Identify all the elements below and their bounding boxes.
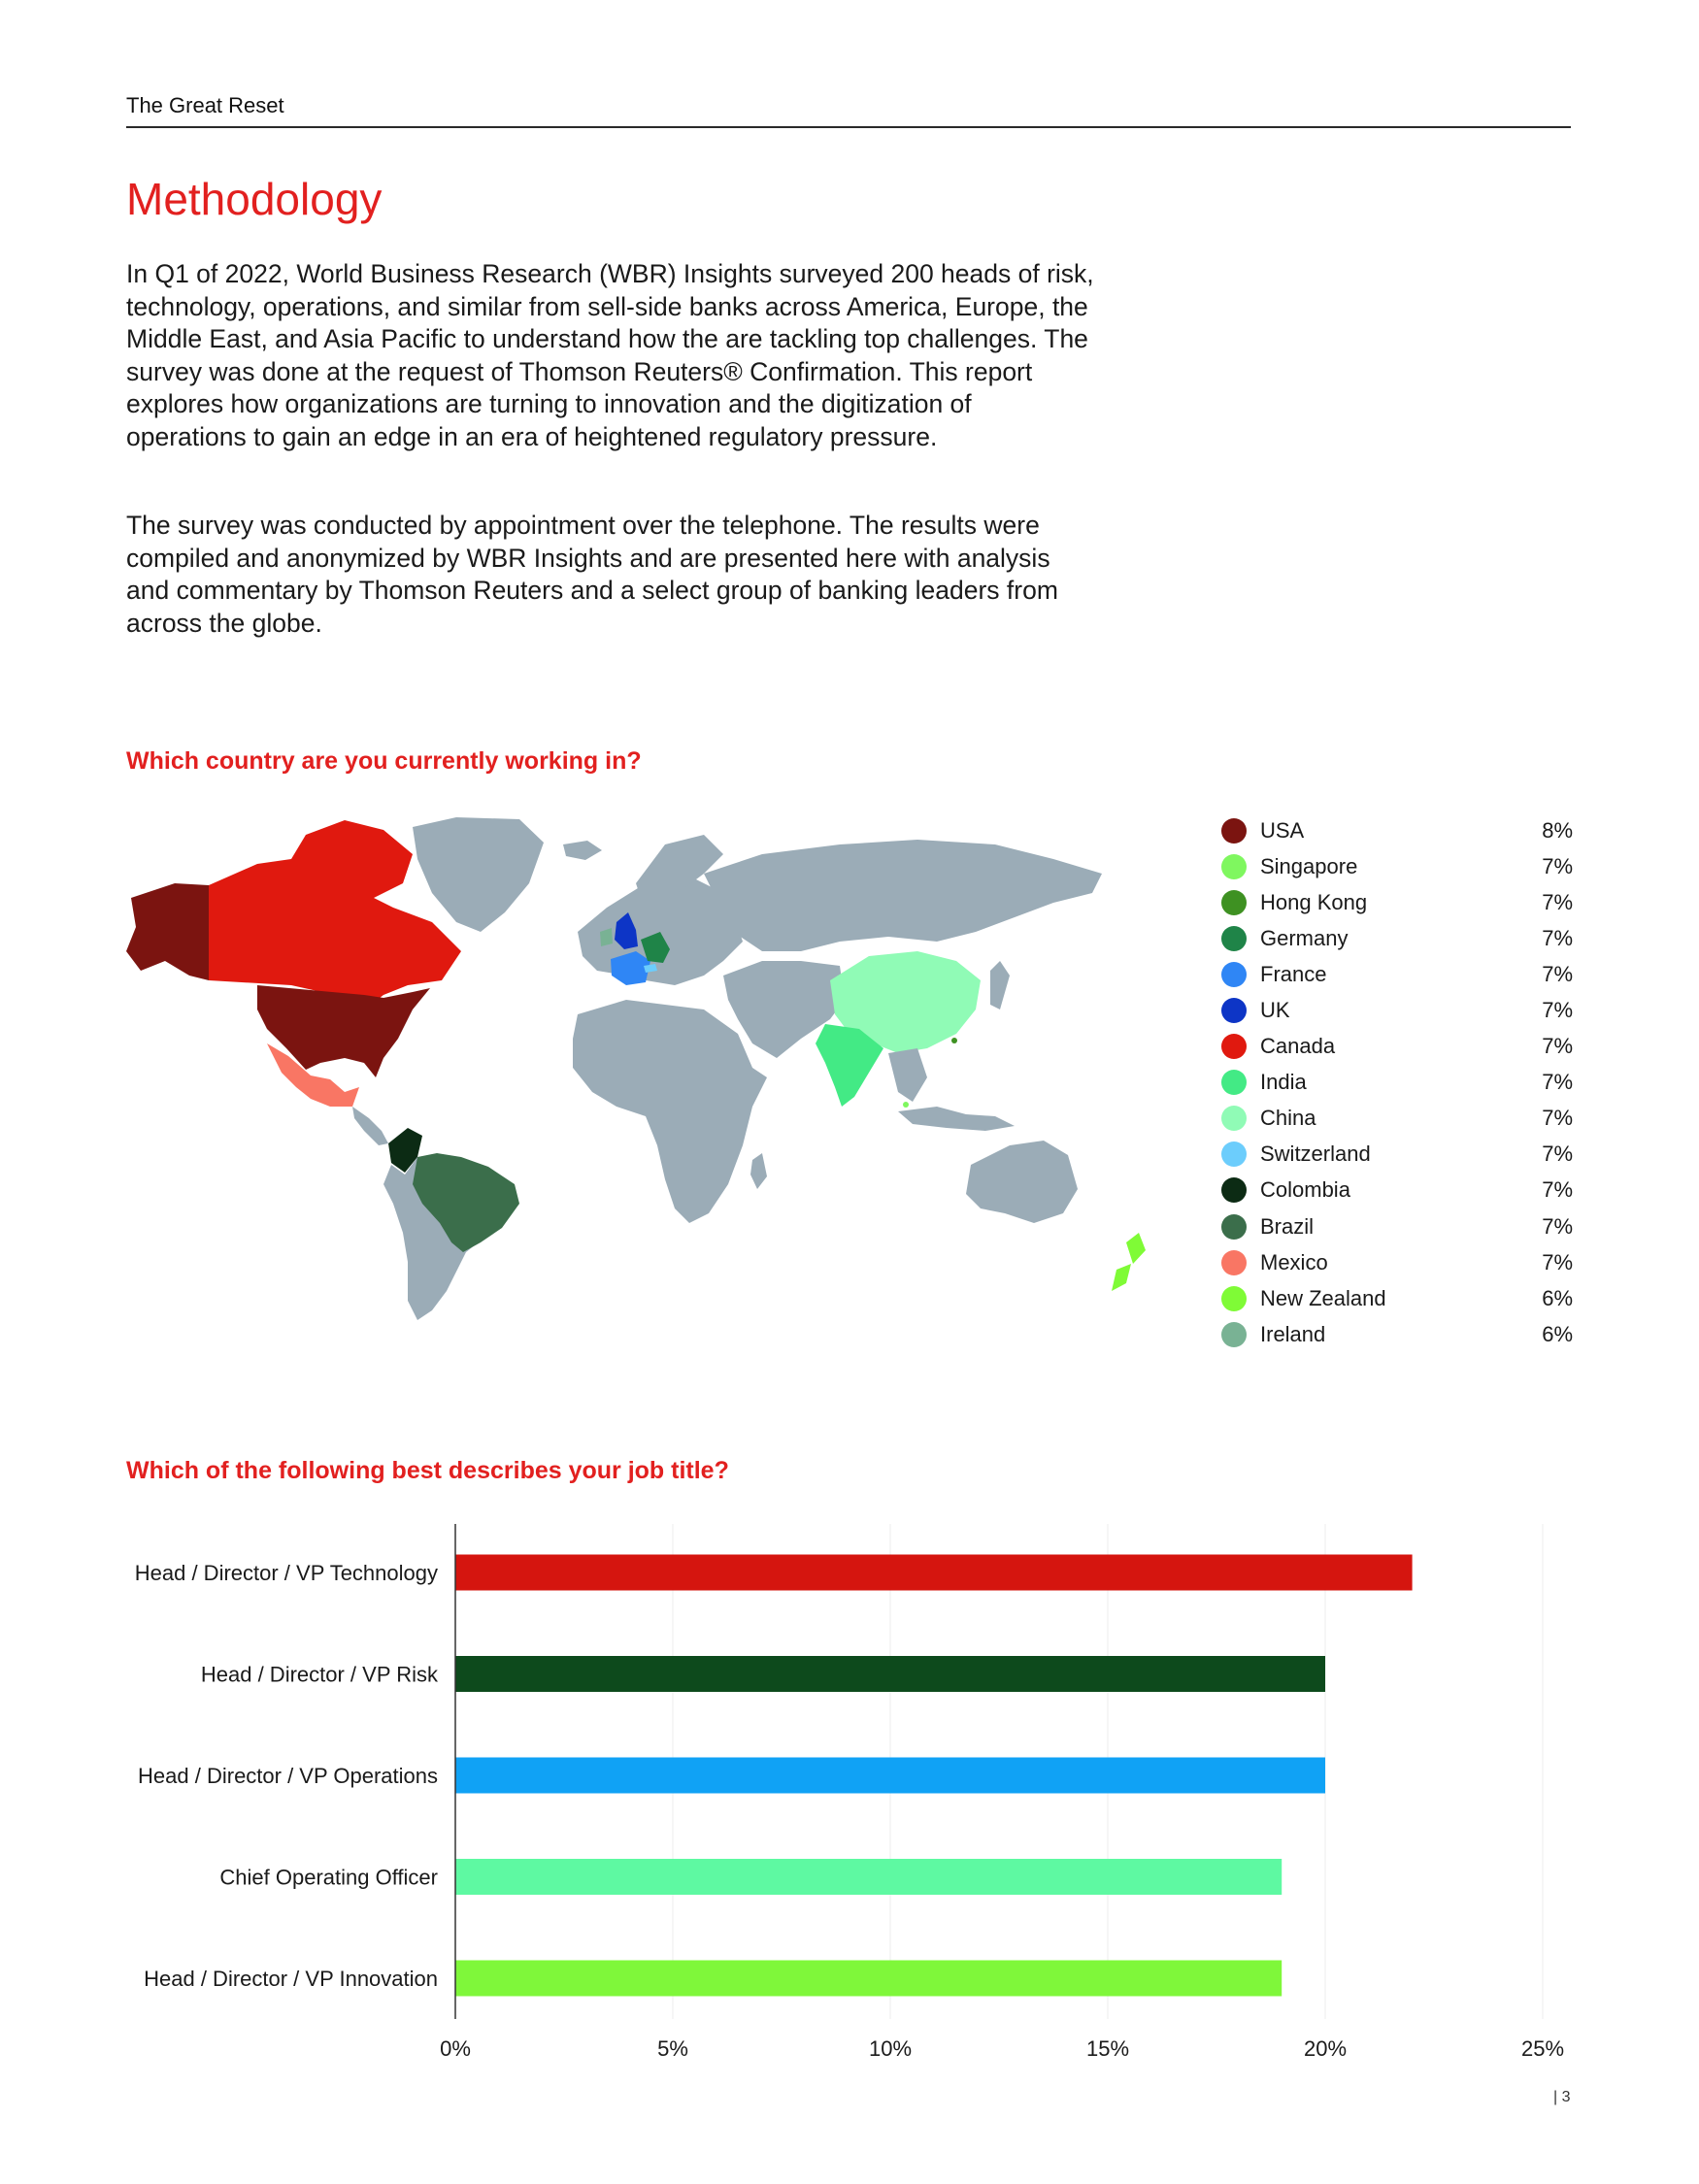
legend-swatch	[1221, 1034, 1247, 1059]
legend-swatch	[1221, 1214, 1247, 1240]
legend-label: New Zealand	[1260, 1285, 1386, 1310]
legend-value: 7%	[1542, 1106, 1573, 1131]
x-tick-label: 15%	[1085, 2036, 1130, 2061]
legend-item	[1221, 992, 1573, 1028]
legend-label: China	[1260, 1106, 1316, 1131]
legend-swatch	[1221, 962, 1247, 987]
legend-item	[1221, 1244, 1573, 1280]
bar	[455, 1555, 1413, 1591]
map-russia	[704, 840, 1102, 951]
bar	[455, 1656, 1325, 1692]
legend-item	[1221, 884, 1573, 920]
legend-value: 7%	[1542, 998, 1573, 1023]
map-southeast-asia	[888, 1048, 927, 1102]
legend-swatch	[1221, 1177, 1247, 1203]
page-title: Methodology	[126, 174, 383, 224]
legend-value: 6%	[1542, 1321, 1573, 1346]
job-title-bar-chart	[0, 1514, 1699, 2068]
legend-item	[1221, 1208, 1573, 1244]
legend-swatch	[1221, 926, 1247, 951]
legend-label: Germany	[1260, 925, 1349, 950]
map-central-america	[352, 1107, 388, 1145]
job-title-question: Which of the following best describes your job title?	[126, 1457, 729, 1484]
map-madagascar	[750, 1153, 767, 1189]
map-singapore	[903, 1102, 909, 1108]
legend-swatch	[1221, 854, 1247, 879]
legend-value: 7%	[1542, 889, 1573, 914]
methodology-paragraph-1: In Q1 of 2022, World Business Research (WBR) Insights surveyed 200 heads of risk, technology, operations, and similar from sell-side banks across America, Europe, the Middle East, and Asia Pacific to understand how the are tackling top challenges. The survey was done at the request of Thomson Reuters® Confirmation. This report explores how organizations are turning to innovation and the digitization of operations to gain an edge in an era of heightened regulatory pressure.	[126, 259, 1094, 451]
country-legend	[1221, 812, 1573, 1352]
legend-swatch	[1221, 1106, 1247, 1131]
map-iceland	[563, 841, 602, 860]
x-tick-labels	[440, 2036, 1564, 2061]
legend-value: 7%	[1542, 1142, 1573, 1167]
x-tick-label: 10%	[868, 2036, 913, 2061]
map-australia	[966, 1141, 1078, 1223]
bar-category-label: Head / Director / VP Technology	[134, 1561, 438, 1585]
map-africa	[573, 1000, 767, 1223]
map-hong-kong	[951, 1038, 957, 1043]
map-alaska	[126, 883, 209, 980]
legend-value: 6%	[1542, 1285, 1573, 1310]
bar-category-label: Chief Operating Officer	[219, 1865, 438, 1890]
legend-label: Ireland	[1260, 1321, 1326, 1346]
legend-swatch	[1221, 1250, 1247, 1275]
bar	[455, 1961, 1282, 1997]
x-tick-label: 20%	[1303, 2036, 1348, 2061]
world-map	[121, 815, 1180, 1330]
legend-item	[1221, 920, 1573, 956]
legend-label: Colombia	[1260, 1177, 1350, 1203]
legend-value: 8%	[1542, 817, 1573, 843]
header-rule	[126, 126, 1571, 128]
legend-item	[1221, 1029, 1573, 1065]
legend-value: 7%	[1542, 925, 1573, 950]
map-new-zealand	[1112, 1233, 1146, 1291]
legend-label: Switzerland	[1260, 1142, 1371, 1167]
legend-item	[1221, 1316, 1573, 1352]
legend-swatch	[1221, 1070, 1247, 1095]
legend-value: 7%	[1542, 1177, 1573, 1203]
bars	[455, 1555, 1413, 1997]
map-indonesia	[898, 1107, 1015, 1131]
legend-label: Singapore	[1260, 853, 1358, 878]
legend-label: Mexico	[1260, 1249, 1328, 1274]
running-title: The Great Reset	[126, 93, 284, 117]
legend-value: 7%	[1542, 961, 1573, 986]
legend-item	[1221, 1173, 1573, 1208]
legend-label: India	[1260, 1070, 1307, 1095]
legend-item	[1221, 956, 1573, 992]
x-tick-label: 5%	[657, 2036, 688, 2061]
legend-label: Hong Kong	[1260, 889, 1368, 914]
legend-item	[1221, 848, 1573, 884]
legend-swatch	[1221, 1322, 1247, 1347]
legend-value: 7%	[1542, 853, 1573, 878]
country-question: Which country are you currently working in?	[126, 747, 642, 775]
legend-item	[1221, 1101, 1573, 1137]
methodology-paragraph-2: The survey was conducted by appointment over the telephone. The results were compiled and anonymized by WBR Insights and are presented here with analysis and commentary by Thomson Reuters and a select group of banking leaders from across the globe.	[126, 511, 1058, 638]
bar-category-label: Head / Director / VP Operations	[138, 1764, 438, 1788]
legend-label: France	[1260, 961, 1327, 986]
x-tick-label: 0%	[440, 2036, 471, 2061]
legend-label: USA	[1260, 817, 1305, 843]
legend-swatch	[1221, 890, 1247, 915]
legend-label: Canada	[1260, 1034, 1336, 1059]
bar-category-label: Head / Director / VP Risk	[200, 1662, 438, 1687]
legend-swatch	[1221, 818, 1247, 844]
bar-category-label: Head / Director / VP Innovation	[144, 1967, 438, 1991]
bar	[455, 1758, 1325, 1794]
map-japan	[990, 961, 1010, 1009]
legend-swatch	[1221, 1286, 1247, 1311]
legend-value: 7%	[1542, 1213, 1573, 1239]
legend-label: Brazil	[1260, 1213, 1315, 1239]
x-tick-label: 25%	[1520, 2036, 1565, 2061]
legend-label: UK	[1260, 998, 1290, 1023]
legend-item	[1221, 812, 1573, 848]
legend-value: 7%	[1542, 1034, 1573, 1059]
legend-item	[1221, 1065, 1573, 1101]
category-labels	[135, 1561, 439, 1991]
legend-swatch	[1221, 1142, 1247, 1167]
map-greenland	[413, 817, 544, 932]
page-number: | 3	[1553, 2089, 1571, 2105]
legend-item	[1221, 1137, 1573, 1173]
legend-value: 7%	[1542, 1249, 1573, 1274]
legend-item	[1221, 1280, 1573, 1316]
legend-swatch	[1221, 998, 1247, 1023]
bar	[455, 1859, 1282, 1895]
legend-value: 7%	[1542, 1070, 1573, 1095]
